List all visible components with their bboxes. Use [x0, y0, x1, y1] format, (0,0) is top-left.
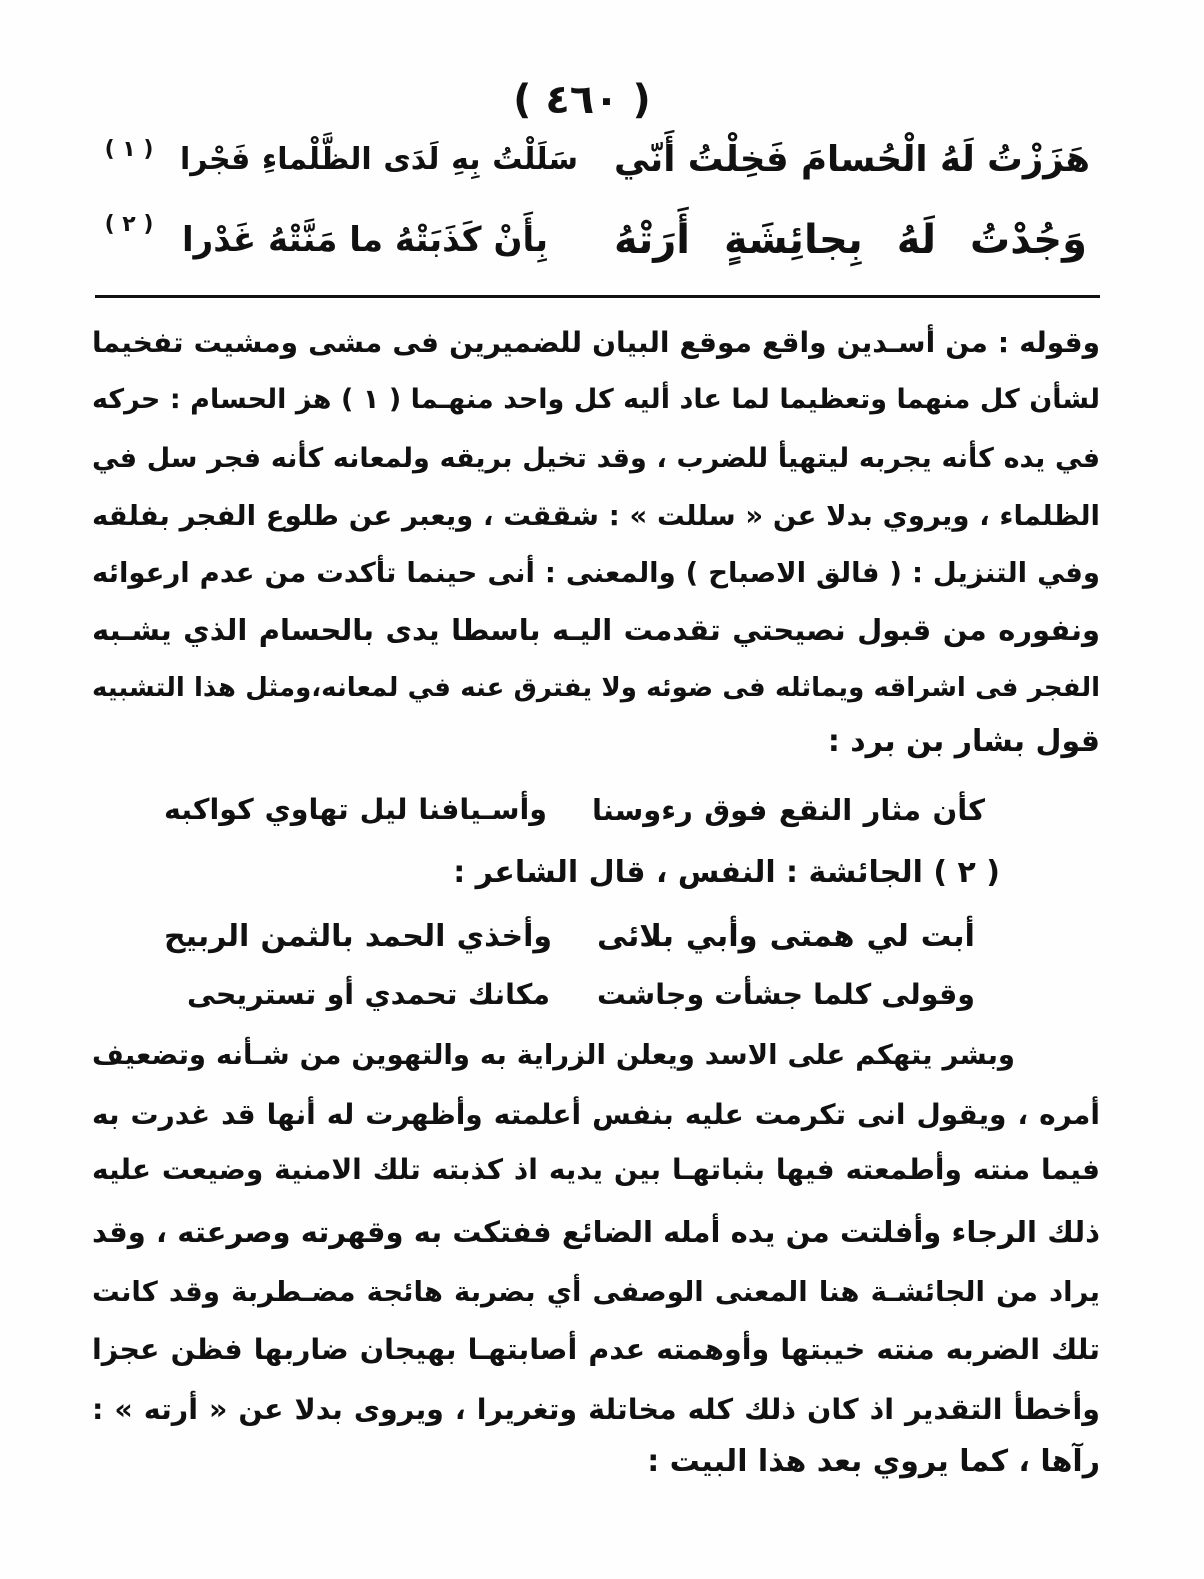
commentary-line-text: وقوله : من أسـدين واقع موقع البيان للضميرين فى مشى ومشيت تفخيما: [92, 326, 1100, 359]
commentary-line: [90, 315, 1100, 371]
footnote-divider-rule: [95, 295, 1100, 298]
commentary-line-text: الظلماء ، ويروي بدلا عن « سللت » : شققت ، ويعبر عن طلوع الفجر بفلقه: [92, 500, 1100, 532]
hemistich-text: وقولى كلما جشأت وجاشت: [597, 978, 975, 1011]
hemistich-text: بِأَنْ كَذَبَتْهُ ما مَنَّتْهُ غَدْرا: [182, 220, 548, 260]
commentary-line-text: قول بشار بن برد :: [827, 724, 1100, 759]
commentary-line-text: وفي التنزيل : ( فالق الاصباح ) والمعنى : أنى حينما تأكدت من عدم ارعوائه: [92, 557, 1100, 589]
commentary-line-text: تلك الضربه منته خيبتها وأوهمته عدم أصابتهـا بهيجان ضاربها فظن عجزا: [92, 1333, 1100, 1366]
quoted-verse-2-second-hemistich: [162, 909, 552, 965]
quoted-verse-3-first-hemistich: [595, 967, 975, 1023]
quoted-verse-1-second-hemistich: [162, 782, 547, 838]
quoted-verse-2-first-hemistich: [595, 909, 975, 965]
commentary-line: [90, 1382, 1100, 1438]
commentary-line-text: في يده كأنه يجربه ليتهيأ للضرب ، وقد تخيل بريقه ولمعانه كأنه فجر سل في: [92, 443, 1100, 474]
hemistich-text: مكانك تحمدي أو تستريحى: [187, 978, 550, 1011]
footnote-marker-text: ( ٢ ): [104, 212, 154, 237]
hemistich-text: سَلَلْتُ بِهِ لَدَى الظَّلْماءِ فَجْرا: [180, 142, 578, 177]
commentary-line: [90, 602, 1100, 658]
commentary-line-text: أمره ، ويقول انى تكرمت عليه بنفس أعلمته وأظهرت له أنها قد غدرت به: [92, 1098, 1100, 1131]
page-number-text: ( ٤٦٠ ): [513, 77, 651, 123]
commentary-line-text: رآها ، كما يروي بعد هذا البيت :: [647, 1444, 1100, 1479]
hemistich-text: أبت لي همتى وأبي بلائى: [597, 919, 975, 954]
quoted-verse-1-first-hemistich: [590, 782, 985, 838]
commentary-line: [90, 372, 1100, 428]
commentary-line: [90, 1322, 1100, 1378]
poem-verse-1-first-hemistich: [612, 128, 1090, 192]
commentary-line-text: فيما منته وأطمعته فيها بثباتهـا بين يديه اذ كذبته تلك الامنية وضيعت عليه: [92, 1153, 1100, 1186]
commentary-line: [90, 714, 1100, 770]
commentary-line: [90, 660, 1100, 716]
commentary-line: [90, 1264, 1100, 1320]
commentary-line: [90, 545, 1100, 601]
commentary-line: [90, 1434, 1100, 1490]
hemistich-text: وَجُدْتُ لَهُ بِجائِشَةٍ أَرَتْهُ: [614, 217, 1087, 263]
commentary-line: [90, 1027, 1015, 1083]
footnote-marker-1: [92, 130, 166, 170]
footnote-marker-2: [92, 205, 166, 245]
commentary-line-text: ونفوره من قبول نصيحتي تقدمت اليـه باسطا يدى بالحسام الذي يشـبه: [92, 613, 1100, 647]
hemistich-text: وأسـيافنا ليل تهاوي كواكبه: [164, 793, 547, 826]
commentary-line-text: وأخطأ التقدير اذ كان ذلك كله مخاتلة وتغريرا ، ويروى بدلا عن « أرته » :: [92, 1393, 1100, 1426]
commentary-line-text: يراد من الجائشـة هنا المعنى الوصفى أي بضربة هائجة مضـطربة وقد كانت: [92, 1276, 1100, 1308]
commentary-line-text: وبشر يتهكم على الاسد ويعلن الزراية به والتهوين من شـأنه وتضعيف: [92, 1039, 1015, 1071]
quoted-verse-3-second-hemistich: [185, 967, 550, 1023]
commentary-line-text: لشأن كل منهما وتعظيما لما عاد أليه كل واحد منهـما ( ١ ) هز الحسام : حركه: [92, 384, 1100, 415]
page-number: [452, 70, 712, 130]
hemistich-text: كأن مثار النقع فوق رءوسنا: [592, 793, 985, 827]
commentary-line: [90, 488, 1100, 544]
commentary-line: [90, 431, 1100, 487]
poem-verse-2-second-hemistich: [180, 208, 548, 272]
commentary-line: [90, 1204, 1100, 1260]
footnote-marker-text: ( ١ ): [104, 137, 154, 162]
note-2-heading: [440, 845, 1000, 901]
commentary-line: [90, 1142, 1100, 1198]
hemistich-text: وأخذي الحمد بالثمن الربيح: [164, 919, 552, 954]
hemistich-text: هَزَزْتُ لَهُ الْحُسامَ فَخِلْتُ أَنّي: [614, 139, 1090, 180]
note-2-heading-text: ( ٢ ) الجائشة : النفس ، قال الشاعر :: [453, 855, 1000, 890]
poem-verse-2-first-hemistich: [612, 208, 1087, 272]
poem-verse-1-second-hemistich: [178, 128, 578, 192]
commentary-line-text: ذلك الرجاء وأفلتت من يده أمله الضائع ففتكت به وقهرته وصرعته ، وقد: [92, 1215, 1100, 1249]
commentary-line: [90, 1087, 1100, 1143]
commentary-line-text: الفجر فى اشراقه ويماثله فى ضوئه ولا يفترق عنه في لمعانه،ومثل هذا التشبيه: [92, 673, 1100, 703]
